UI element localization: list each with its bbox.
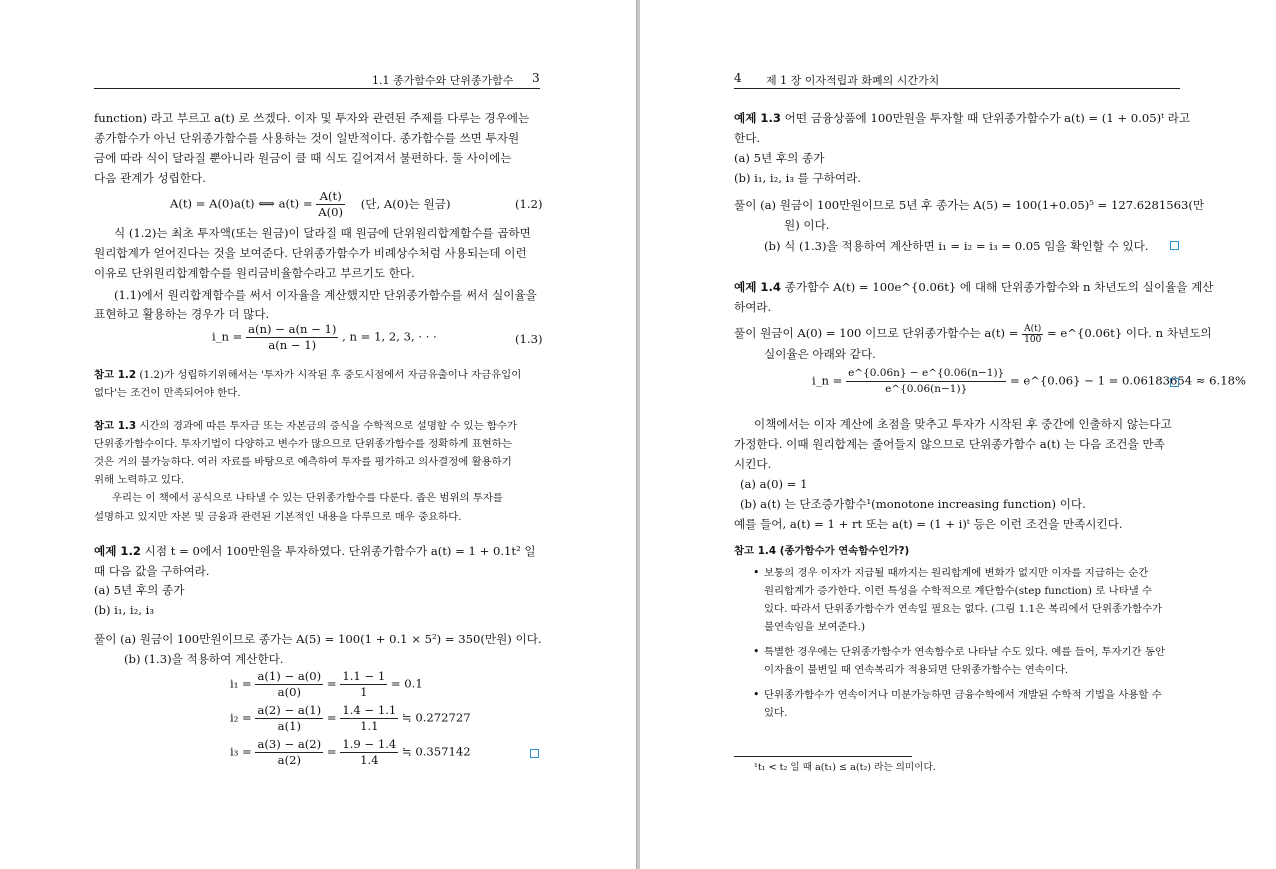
note-text: 없다'는 조건이 만족되어야 한다.	[94, 387, 241, 399]
eq-equals: =	[326, 710, 341, 725]
frac-num: a(n) − a(n − 1)	[248, 322, 337, 336]
page-number: 4	[734, 71, 742, 85]
eq-fraction	[846, 366, 1006, 397]
eq-fraction	[255, 669, 323, 700]
eq-equals: =	[326, 676, 341, 691]
running-header-chapter: 제 1 장 이자적립과 화폐의 시간가치	[766, 74, 940, 87]
solution-a: 풀이 (a) 원금이 100만원이므로 종가는 A(5) = 100(1 + 0.1 × 5²) = 350(만원) 이다.	[94, 632, 542, 646]
page-number: 3	[532, 71, 540, 85]
example-1-2	[94, 541, 536, 561]
frac-den: a(2)	[277, 753, 301, 767]
example-text: (a) 5년 후의 종가	[734, 151, 825, 165]
equation-i1	[230, 669, 423, 700]
eq-fraction	[255, 703, 323, 734]
bullet-icon: •	[753, 566, 760, 579]
eq-note: (단, A(0)는 원금)	[360, 196, 451, 211]
example-text: 종가함수 A(t) = 100e^{0.06t} 에 대해 단위종가함수와 n 차년도의 실이율을 계산	[784, 280, 1214, 294]
solution-a: 풀이 (a) 원금이 100만원이므로 5년 후 종가는 A(5) = 100(1+0.05)⁵ = 127.6281563(만	[734, 198, 1205, 212]
frac-den: 1.4	[360, 753, 379, 767]
body-line: 원리합계가 얻어진다는 것을 보여준다. 단위종가함수가 비례상수처럼 사용되는데 이런	[94, 246, 527, 260]
example-1-3	[734, 108, 1190, 128]
body-line: 종가함수가 아닌 단위종가함수를 사용하는 것이 일반적이다. 종가함수를 쓰면 투자원	[94, 131, 520, 145]
equation-1-2	[170, 189, 450, 220]
eq-equals: =	[326, 744, 341, 759]
frac-den: a(1)	[277, 719, 301, 733]
body-line: 가정한다. 이때 원리합계는 줄어들지 않으므로 단위종가함수 a(t) 는 다음 조건을 만족	[734, 437, 1165, 451]
footnote: ¹t₁ < t₂ 일 때 a(t₁) ≤ a(t₂) 라는 의미이다.	[754, 762, 936, 773]
frac-num: 1.1 − 1	[342, 669, 386, 683]
example-text: (b) i₁, i₂, i₃	[94, 603, 154, 617]
solution-text: = e^{0.06t} 이다. n 차년도의	[1047, 326, 1212, 340]
frac-num: a(2) − a(1)	[257, 703, 322, 717]
note-text: 있다.	[764, 707, 788, 719]
note-text: 이자율이 불변일 때 연속복리가 적용되면 단위종가함수는 연속이다.	[764, 664, 1069, 676]
note-text: 단위종가함수가 연속이거나 미분가능하면 금융수학에서 개발된 수학적 기법을 사용할 수	[764, 689, 1162, 701]
note-text: 보통의 경우 이자가 지급될 때까지는 원리합계에 변화가 없지만 이자를 지급하는 순간	[764, 567, 1149, 579]
equation-in	[812, 366, 1246, 397]
note-text: 단위종가함수이다. 투자기법이 다양하고 변수가 많으므로 단위종가함수를 정확하게 표현하는	[94, 438, 512, 450]
body-line: 금에 따라 식이 달라질 뿐아니라 원금이 클 때 식도 길어져서 불편하다. 둘 사이에는	[94, 151, 512, 165]
body-line: 이책에서는 이자 계산에 초점을 맞추고 투자가 시작된 후 중간에 인출하지 않는다고	[754, 417, 1172, 431]
frac-den: a(0)	[277, 685, 301, 699]
eq-result: = e^{0.06} − 1 = 0.06183654 ≈ 6.18%	[1009, 373, 1247, 388]
example-title: 예제 1.3	[734, 111, 781, 125]
example-title: 예제 1.4	[734, 280, 781, 294]
body-line: (1.1)에서 원리합계함수를 써서 이자율을 계산했지만 단위종가함수를 써서 실이율을	[114, 288, 537, 302]
example-text: (a) 5년 후의 종가	[94, 583, 185, 597]
body-line: 시킨다.	[734, 457, 772, 471]
solution-b: (b) 식 (1.3)을 적용하여 계산하면 i₁ = i₂ = i₃ = 0.05 임을 확인할 수 있다.	[764, 239, 1149, 253]
frac-num: e^{0.06n} − e^{0.06(n−1)}	[846, 366, 1006, 382]
example-text: (b) i₁, i₂, i₃ 를 구하여라.	[734, 171, 862, 185]
note-text: 불연속임을 보여준다.)	[764, 621, 865, 633]
equation-i2	[230, 703, 471, 734]
bullet-icon: •	[753, 645, 760, 658]
body-line: 표현하고 활용하는 경우가 더 많다.	[94, 307, 270, 321]
qed-box-icon	[1170, 241, 1179, 250]
example-text: 한다.	[734, 131, 761, 145]
body-line: 식 (1.2)는 최초 투자액(또는 원금)이 달라질 때 원금에 단위원리합계함수를 곱하면	[114, 226, 531, 240]
example-text: 어떤 금융상품에 100만원을 투자할 때 단위종가함수가 a(t) = (1 + 0.05)ᵗ 라고	[784, 111, 1191, 125]
note-1-3	[94, 417, 517, 435]
solution-b: (b) (1.3)을 적용하여 계산한다.	[124, 652, 284, 666]
eq-fraction	[246, 322, 338, 353]
note-title: 참고 1.4 (종가함수가 연속함수인가?)	[734, 545, 910, 557]
note-title: 참고 1.3	[94, 420, 137, 432]
frac-den: 100	[1024, 334, 1042, 345]
frac-den: A(0)	[318, 205, 344, 219]
eq-lhs: i₃ =	[230, 744, 252, 759]
note-text: 특별한 경우에는 단위종가함수가 연속함수로 나타날 수도 있다. 예를 들어, 투자기간 동안	[764, 646, 1165, 658]
qed-box-icon	[530, 749, 539, 758]
example-text: 때 다음 값을 구하여라.	[94, 564, 210, 578]
bullet-icon: •	[753, 688, 760, 701]
eq-lhs: i₁ =	[230, 676, 252, 691]
equation-1-3	[212, 322, 437, 353]
eq-fraction	[316, 189, 345, 220]
running-header-section: 1.1 종가함수와 단위종가함수	[372, 74, 514, 87]
body-line: 이유로 단위원리합계함수를 원리금비율함수라고 부르기도 한다.	[94, 266, 415, 280]
eq-result: = 0.1	[390, 676, 423, 691]
note-text: 우리는 이 책에서 공식으로 나타낼 수 있는 단위종가함수를 다룬다. 좁은 범위의 투자를	[112, 492, 503, 504]
body-line: 다음 관계가 성립한다.	[94, 171, 206, 185]
note-title: 참고 1.2	[94, 369, 137, 381]
note-text: (1.2)가 성립하기위해서는 '투자가 시작된 후 중도시점에서 자금유출이나 자금유입이	[139, 369, 522, 381]
note-text: 있다. 따라서 단위종가함수가 연속일 필요는 없다. (그림 1.1은 복리에서 단위종가함수가	[764, 603, 1163, 615]
body-line: 예를 들어, a(t) = 1 + rt 또는 a(t) = (1 + i)ᵗ 등은 이런 조건을 만족시킨다.	[734, 517, 1123, 531]
header-rule	[94, 88, 540, 89]
body-line: function) 라고 부르고 a(t) 로 쓰겠다. 이자 및 투자와 관련된 주제를 다루는 경우에는	[94, 111, 530, 125]
frac-num: a(1) − a(0)	[257, 669, 322, 683]
frac-den: a(n − 1)	[268, 338, 317, 352]
frac-den: 1	[360, 685, 368, 699]
body-line: (a) a(0) = 1	[740, 477, 808, 491]
example-text: 시점 t = 0에서 100만원을 투자하였다. 단위종가함수가 a(t) = 1 + 0.1t² 일	[144, 544, 536, 558]
qed-box-icon	[1170, 378, 1179, 387]
left-page	[0, 0, 636, 869]
solution-line: 실이율은 아래와 같다.	[764, 347, 876, 361]
example-1-4	[734, 277, 1214, 297]
example-title: 예제 1.2	[94, 544, 141, 558]
equation-label: (1.2)	[515, 197, 543, 211]
footnote-rule	[734, 756, 912, 757]
eq-fraction	[340, 703, 398, 734]
eq-fraction	[340, 669, 387, 700]
eq-result: ≒ 0.272727	[401, 710, 471, 725]
eq-result: ≒ 0.357142	[401, 744, 471, 759]
frac-num: 1.9 − 1.4	[342, 737, 397, 751]
frac-num: A(t)	[316, 189, 345, 205]
note-1-2	[94, 366, 521, 384]
eq-lhs: i₂ =	[230, 710, 252, 725]
solution-a: 원) 이다.	[784, 218, 830, 232]
equation-i3	[230, 737, 471, 768]
right-page	[640, 0, 1276, 869]
note-text: 위해 노력하고 있다.	[94, 474, 185, 486]
frac-den: 1.1	[360, 719, 379, 733]
frac-den: e^{0.06(n−1)}	[885, 383, 968, 395]
body-line: (b) a(t) 는 단조증가함수¹(monotone increasing function) 이다.	[740, 497, 1086, 511]
eq-fraction	[1022, 324, 1043, 345]
example-text: 하여라.	[734, 300, 772, 314]
eq-rhs: , n = 1, 2, 3, · · ·	[342, 329, 437, 344]
eq-fraction	[255, 737, 323, 768]
eq-lhs: i_n =	[212, 329, 243, 344]
frac-num: A(t)	[1022, 324, 1043, 335]
note-text: 것은 거의 불가능하다. 여러 자료를 바탕으로 예측하여 투자를 평가하고 의사결정에 활용하기	[94, 456, 512, 468]
solution-line	[734, 323, 1212, 345]
eq-lhs: A(t) = A(0)a(t) ⟺ a(t) =	[170, 196, 313, 211]
solution-text: 풀이 원금이 A(0) = 100 이므로 단위종가함수는 a(t) =	[734, 326, 1019, 340]
eq-lhs: i_n =	[812, 373, 843, 388]
frac-num: a(3) − a(2)	[257, 737, 322, 751]
header-rule	[734, 88, 1180, 89]
eq-fraction	[340, 737, 398, 768]
note-text: 시간의 경과에 따른 투자금 또는 자본금의 증식을 수학적으로 설명할 수 있는 함수가	[139, 420, 518, 432]
equation-label: (1.3)	[515, 332, 543, 346]
note-text: 설명하고 있지만 자본 및 금융과 관련된 기본적인 내용을 다루므로 매우 중요하다.	[94, 511, 462, 523]
frac-num: 1.4 − 1.1	[342, 703, 397, 717]
note-text: 원리합계가 증가한다. 이런 특성을 수학적으로 계단함수(step function) 로 나타낼 수	[764, 585, 1152, 597]
